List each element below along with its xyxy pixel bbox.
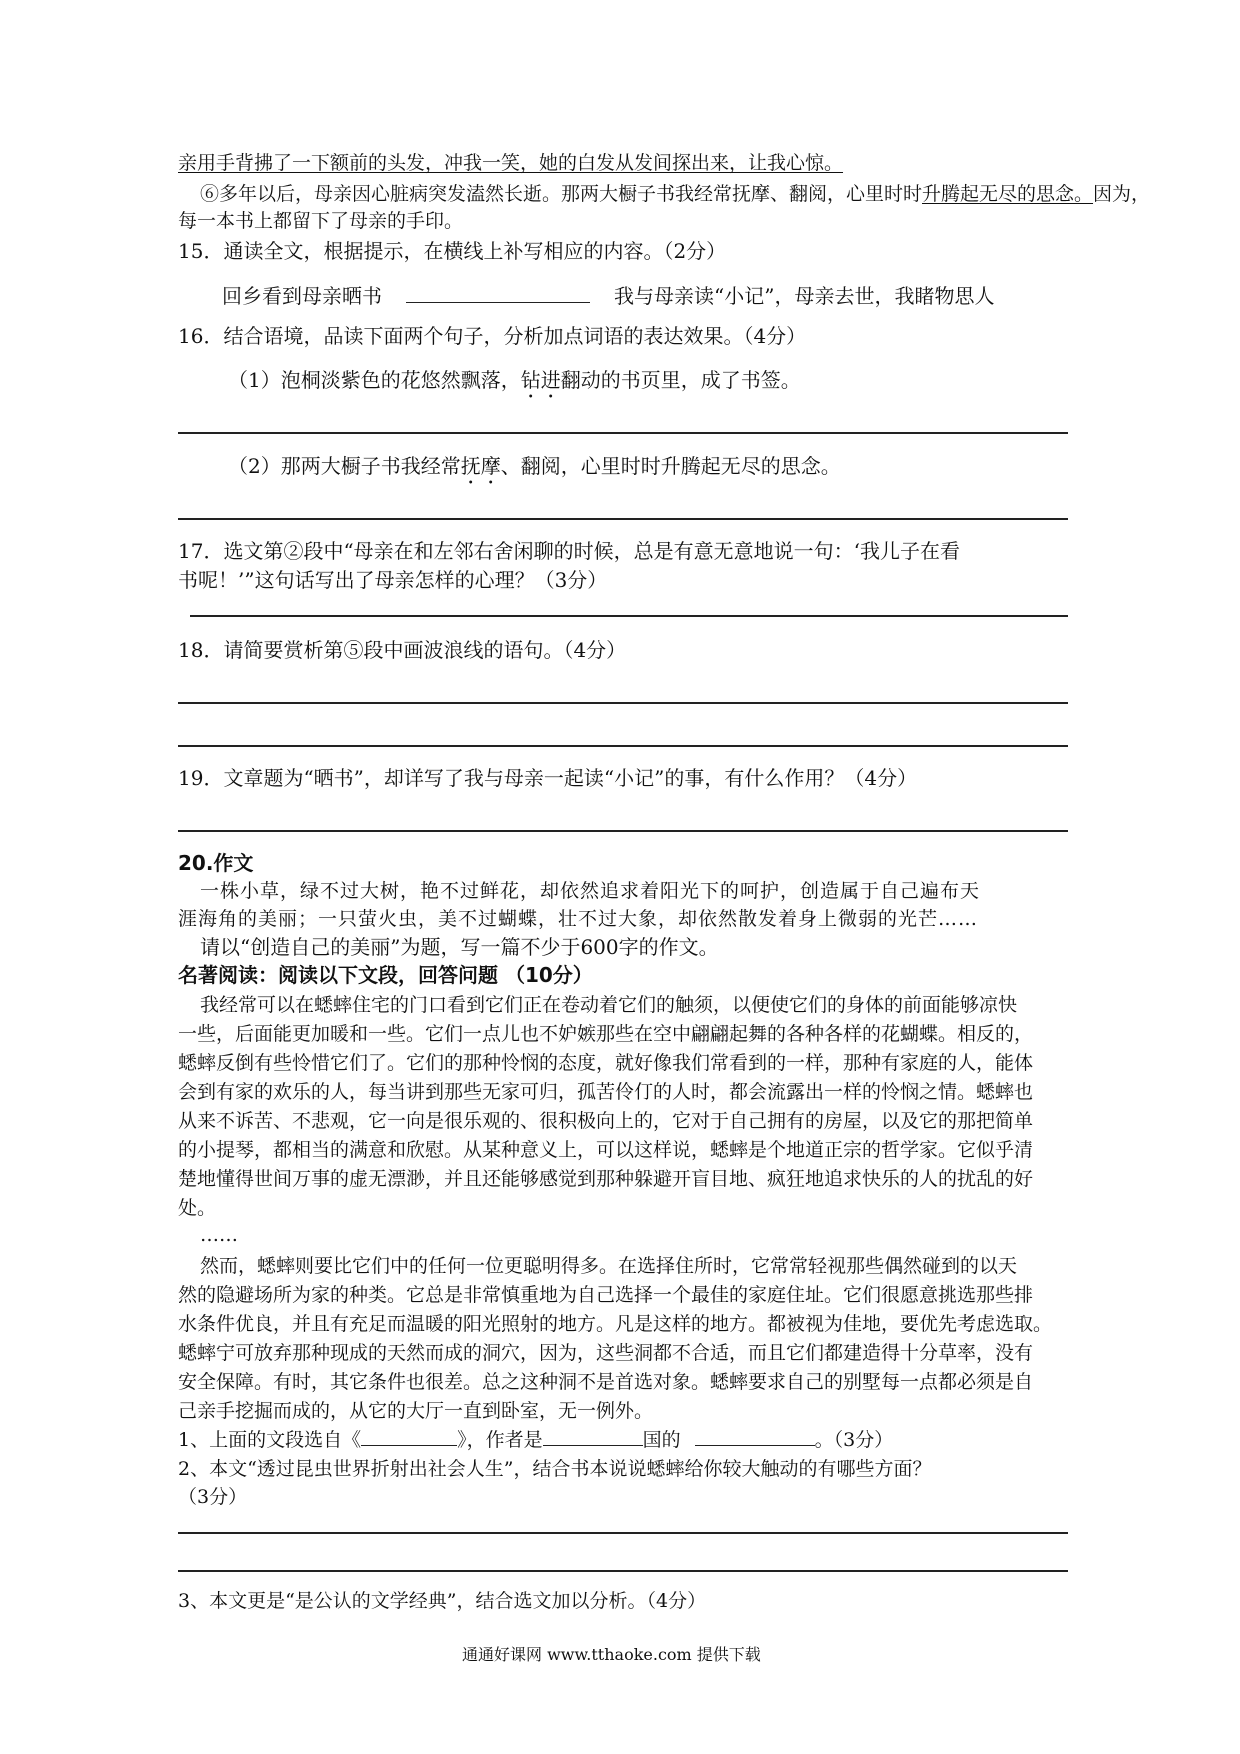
essay-prompt-line: 一株小草，绿不过大树，艳不过鲜花，却依然追求着阳光下的呵护，创造属于自己遍布天 <box>200 880 981 902</box>
sentence-text: （1）泡桐淡紫色的花悠然飘落， <box>228 368 521 392</box>
question-15-prompt <box>222 282 994 310</box>
classic-para-1-line: 的小提琴，都相当的满意和欣慰。从某种意义上，可以这样说，蟋蟀是个地道正宗的哲学家。它似乎清 <box>178 1139 1034 1161</box>
classic-para-2-line: 然而，蟋蟀则要比它们中的任何一位更聪明得多。在选择住所时，它常常轻视那些偶然碰到的以天 <box>200 1255 1018 1277</box>
underlined-phrase: 升腾起无尽的思念。 <box>922 183 1094 205</box>
dotted-word: 抚摩 <box>460 454 501 478</box>
question-18-title: 18．请简要赏析第⑤段中画波浪线的语句。（4分） <box>178 638 627 662</box>
answer-blank[interactable] <box>406 284 590 303</box>
classic-question-1 <box>178 1427 893 1453</box>
question-16-sentence-1 <box>228 366 801 403</box>
passage-text: 因为， <box>1093 183 1151 205</box>
classic-para-2-line: 蟋蟀宁可放弃那种现成的天然而成的洞穴，因为，这些洞都不合适，而且它们都建造得十分草率，没有 <box>178 1342 1034 1364</box>
essay-prompt-line: 涯海角的美丽；一只萤火虫，美不过蝴蝶，壮不过大象，却依然散发着身上微弱的光芒…… <box>178 908 979 930</box>
author-blank[interactable] <box>695 1427 815 1446</box>
classic-para-2-line: 然的隐避场所为家的种类。它总是非常慎重地为自己选择一个最佳的家庭住址。它们很愿意挑选那些排 <box>178 1284 1034 1306</box>
question-text: 》，作者是 <box>457 1429 543 1451</box>
classic-question-3: 3、本文更是“是公认的文学经典”，结合选文加以分析。（4分） <box>178 1590 707 1612</box>
passage-paragraph-6 <box>200 181 1150 207</box>
question-20-heading <box>178 849 253 877</box>
classic-heading <box>178 961 593 989</box>
question-16-sentence-2 <box>228 452 841 489</box>
answer-line[interactable] <box>178 745 1068 747</box>
classic-para-2-line: 安全保障。有时，其它条件也很差。总之这种洞不是首选对象。蟋蟀要求自己的别墅每一点都必须是自 <box>178 1371 1034 1393</box>
question-text: 。（3分） <box>814 1429 894 1451</box>
question-text: 1、上面的文段选自《 <box>178 1429 362 1451</box>
heading-text: 20.作文 <box>178 851 254 875</box>
classic-para-2-line: 水条件优良，并且有充足而温暖的阳光照射的地方。凡是这样的地方。都被视为佳地，要优先考虑选取。 <box>178 1313 1053 1335</box>
passage-line: 每一本书上都留下了母亲的手印。 <box>178 210 464 232</box>
classic-para-1-line: 楚地懂得世间万事的虚无漂渺，并且还能够感觉到那种躲避开盲目地、疯狂地追求快乐的人的扰乱的好 <box>178 1168 1034 1190</box>
ellipsis: …… <box>200 1224 238 1246</box>
book-title-blank[interactable] <box>361 1427 457 1446</box>
classic-para-1-line: 会到有家的欢乐的人，每当讲到那些无家可归，孤苦伶仃的人时，都会流露出一样的怜悯之情。蟋蟀也 <box>178 1081 1034 1103</box>
answer-line[interactable] <box>178 432 1068 434</box>
classic-para-2-line: 己亲手挖掘而成的，从它的大厅一直到卧室，无一例外。 <box>178 1400 654 1422</box>
hint-left: 回乡看到母亲晒书 <box>222 284 382 308</box>
question-text: 国的 <box>642 1429 681 1451</box>
classic-para-1-line: 一些，后面能更加暖和一些。它们一点儿也不妒嫉那些在空中翩翩起舞的各种各样的花蝴蝶。相反的， <box>178 1023 1034 1045</box>
country-blank[interactable] <box>543 1427 643 1446</box>
dotted-word: 钻进 <box>520 368 561 392</box>
answer-line[interactable] <box>178 1532 1068 1534</box>
classic-para-1-line: 我经常可以在蟋蟀住宅的门口看到它们正在卷动着它们的触须，以便使它们的身体的前面能够凉快 <box>200 994 1018 1016</box>
classic-para-1-line: 蟋蟀反倒有些怜惜它们了。它们的那种怜悯的态度，就好像我们常看到的一样，那种有家庭的人，能体 <box>178 1052 1034 1074</box>
footer-text: 通通好课网 www.tthaoke.com 提供下载 <box>462 1645 761 1664</box>
answer-line[interactable] <box>178 1570 1068 1572</box>
heading-text: 名著阅读：阅读以下文段，回答问题 （10分） <box>178 963 593 987</box>
question-17-line-2: 书呢！’”这句话写出了母亲怎样的心理？（3分） <box>178 568 608 592</box>
question-19-title: 19．文章题为“晒书”，却详写了我与母亲一起读“小记”的事，有什么作用？（4分） <box>178 766 918 790</box>
classic-question-2-line-1: 2、本文“透过昆虫世界折射出社会人生”，结合书本说说蟋蟀给你较大触动的有哪些方面？ <box>178 1458 932 1480</box>
answer-line[interactable] <box>178 830 1068 832</box>
answer-line[interactable] <box>178 702 1068 704</box>
passage-text: ⑥多年以后，母亲因心脏病突发溘然长逝。那两大橱子书我经常抚摩、翻阅，心里时时 <box>200 183 923 205</box>
question-16-title: 16．结合语境，品读下面两个句子，分析加点词语的表达效果。（4分） <box>178 324 807 348</box>
sentence-text: 、翻阅，心里时时升腾起无尽的思念。 <box>500 454 841 478</box>
hint-right: 我与母亲读“小记”，母亲去世，我睹物思人 <box>614 284 995 308</box>
sentence-text: 翻动的书页里，成了书签。 <box>560 368 801 392</box>
essay-instruction: 请以“创造自己的美丽”为题，写一篇不少于600字的作文。 <box>200 935 719 959</box>
sentence-text: （2）那两大橱子书我经常 <box>228 454 461 478</box>
answer-line[interactable] <box>190 615 1068 617</box>
classic-para-1-line: 处。 <box>178 1197 217 1219</box>
question-17-line-1: 17．选文第②段中“母亲在和左邻右舍闲聊的时候，总是有意无意地说一句：‘我儿子在看 <box>178 539 961 563</box>
answer-line[interactable] <box>178 518 1068 520</box>
classic-para-1-line: 从来不诉苦、不悲观，它一向是很乐观的、很积极向上的，它对于自己拥有的房屋，以及它的那把简单 <box>178 1110 1034 1132</box>
classic-question-2-line-2: （3分） <box>178 1486 248 1508</box>
question-15-title: 15．通读全文，根据提示，在横线上补写相应的内容。（2分） <box>178 239 727 263</box>
passage-line: 亲用手背拂了一下额前的头发，冲我一笑，她的白发从发间探出来，让我心惊。 <box>178 152 844 174</box>
